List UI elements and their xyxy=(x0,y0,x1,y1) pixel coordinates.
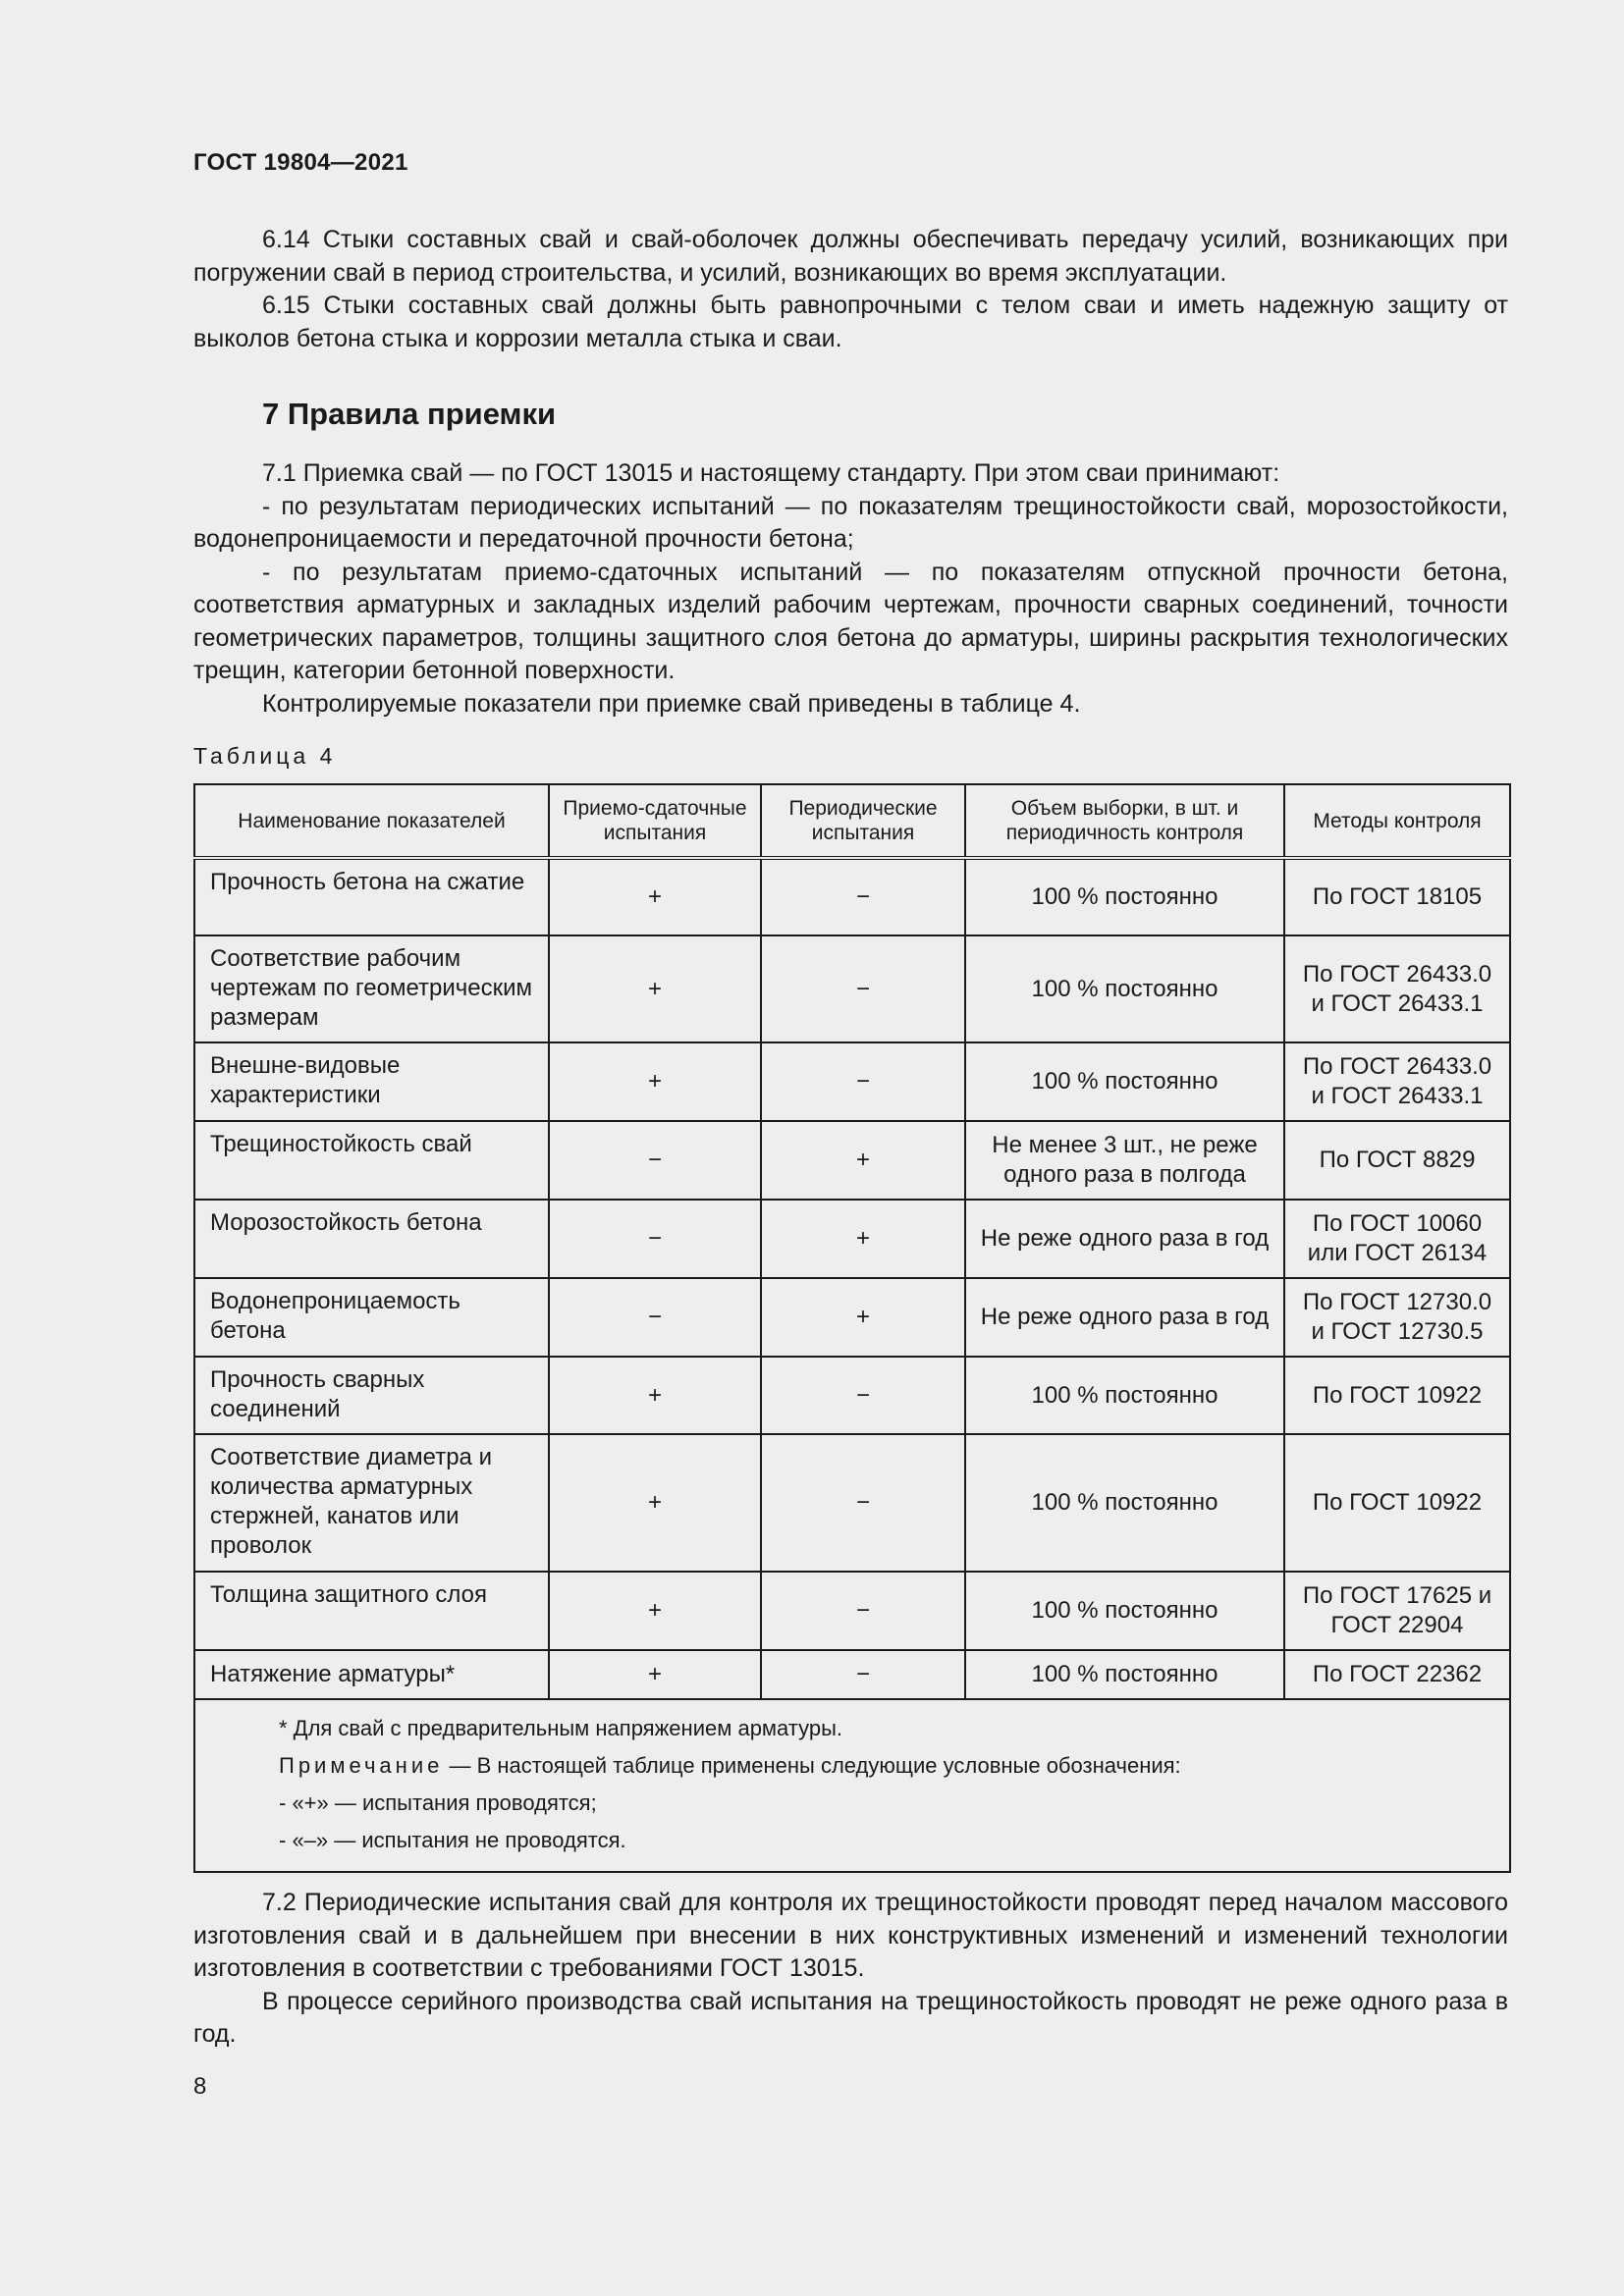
row-periodic-mark: − xyxy=(761,858,965,935)
clause-6-14: 6.14 Стыки составных свай и свай-оболочек должны обеспечивать передачу усилий, возникающих при погружении свай в период строительства, и усилий, возникающих во время эксплуатации. xyxy=(193,226,1508,287)
row-periodic-mark: − xyxy=(761,1357,965,1434)
table-row xyxy=(194,935,1510,1042)
header-sample-size: Объем выборки, в шт. и периодичность контроля xyxy=(965,784,1284,858)
row-sample-size: 100 % постоянно xyxy=(965,1650,1284,1699)
row-sample-size: Не реже одного раза в год xyxy=(965,1278,1284,1357)
clause-6-15: 6.15 Стыки составных свай должны быть равнопрочными с телом сваи и иметь надежную защиту от выколов бетона стыка и коррозии металла стыка и сваи. xyxy=(193,292,1508,352)
clause-7-2: 7.2 Периодические испытания свай для контроля их трещиностойкости проводят перед началом массового изготовления свай и в дальнейшем при внесении в них конструктивных изменений и изменений технологии изготовления в соответствии с требованиями ГОСТ 13015. xyxy=(193,1889,1508,1982)
table-note xyxy=(279,1747,1497,1785)
table-notes xyxy=(194,1699,1510,1872)
row-acceptance-mark: + xyxy=(549,935,761,1042)
row-sample-size: 100 % постоянно xyxy=(965,1572,1284,1650)
row-periodic-mark: + xyxy=(761,1200,965,1278)
note-item-plus: - «+» — испытания проводятся; xyxy=(279,1790,597,1815)
clause-7-2-serial-production: В процессе серийного производства свай испытания на трещиностойкость проводят не реже одного раза в год. xyxy=(193,1987,1508,2048)
clause-7-1-section xyxy=(193,457,1508,721)
row-sample-size: Не менее 3 шт., не реже одного раза в полгода xyxy=(965,1121,1284,1200)
row-sample-size: Не реже одного раза в год xyxy=(965,1200,1284,1278)
table-header-row xyxy=(194,784,1510,858)
table-row xyxy=(194,1278,1510,1357)
row-indicator-name: Соответствие рабочим чертежам по геометрическим размерам xyxy=(194,935,549,1042)
row-control-method: По ГОСТ 26433.0 и ГОСТ 26433.1 xyxy=(1284,1042,1510,1121)
row-acceptance-mark: + xyxy=(549,1357,761,1434)
row-periodic-mark: − xyxy=(761,1650,965,1699)
row-sample-size: 100 % постоянно xyxy=(965,935,1284,1042)
row-indicator-name: Трещиностойкость свай xyxy=(194,1121,549,1200)
table-notes-row xyxy=(194,1699,1510,1872)
table-row xyxy=(194,1121,1510,1200)
row-periodic-mark: − xyxy=(761,1434,965,1572)
clause-7-2-section xyxy=(193,1887,1508,2052)
clause-7-1-table-reference: Контролируемые показатели при приемке свай приведены в таблице 4. xyxy=(262,689,1081,718)
row-control-method: По ГОСТ 17625 и ГОСТ 22904 xyxy=(1284,1572,1510,1650)
header-acceptance-tests: Приемо-сдаточные испытания xyxy=(549,784,761,858)
table-row xyxy=(194,1357,1510,1434)
row-periodic-mark: − xyxy=(761,1572,965,1650)
row-periodic-mark: − xyxy=(761,935,965,1042)
section-title: 7 Правила приемки xyxy=(262,397,557,431)
row-periodic-mark: + xyxy=(761,1121,965,1200)
row-control-method: По ГОСТ 12730.0 и ГОСТ 12730.5 xyxy=(1284,1278,1510,1357)
table-caption: Таблица 4 xyxy=(193,743,337,769)
row-control-method: По ГОСТ 22362 xyxy=(1284,1650,1510,1699)
table-row xyxy=(194,1042,1510,1121)
row-sample-size: 100 % постоянно xyxy=(965,1434,1284,1572)
row-acceptance-mark: + xyxy=(549,1434,761,1572)
row-control-method: По ГОСТ 10922 xyxy=(1284,1434,1510,1572)
row-indicator-name: Морозостойкость бетона xyxy=(194,1200,549,1278)
row-control-method: По ГОСТ 10922 xyxy=(1284,1357,1510,1434)
row-sample-size: 100 % постоянно xyxy=(965,1357,1284,1434)
table-row xyxy=(194,858,1510,935)
row-periodic-mark: + xyxy=(761,1278,965,1357)
row-acceptance-mark: − xyxy=(549,1121,761,1200)
row-control-method: По ГОСТ 18105 xyxy=(1284,858,1510,935)
page-number: 8 xyxy=(193,2073,207,2100)
table-row xyxy=(194,1572,1510,1650)
row-acceptance-mark: + xyxy=(549,1042,761,1121)
row-control-method: По ГОСТ 10060 или ГОСТ 26134 xyxy=(1284,1200,1510,1278)
row-control-method: По ГОСТ 8829 xyxy=(1284,1121,1510,1200)
table-row xyxy=(194,1650,1510,1699)
header-indicator-name: Наименование показателей xyxy=(194,784,549,858)
note-text: — В настоящей таблице применены следующие условные обозначения: xyxy=(443,1753,1181,1778)
row-indicator-name: Толщина защитного слоя xyxy=(194,1572,549,1650)
acceptance-table xyxy=(193,783,1511,1873)
table-4 xyxy=(193,783,1509,1873)
row-indicator-name: Прочность сварных соединений xyxy=(194,1357,549,1434)
table-row xyxy=(194,1434,1510,1572)
table-footnote: * Для свай с предварительным напряжением арматуры. xyxy=(279,1716,843,1740)
header-control-methods: Методы контроля xyxy=(1284,784,1510,858)
clause-7-1-item-periodic: - по результатам периодических испытаний — по показателям трещиностойкости свай, морозостойкости, водонепроницаемости и передаточной прочности бетона; xyxy=(193,492,1508,553)
row-acceptance-mark: + xyxy=(549,1572,761,1650)
row-acceptance-mark: − xyxy=(549,1200,761,1278)
row-acceptance-mark: − xyxy=(549,1278,761,1357)
row-indicator-name: Прочность бетона на сжатие xyxy=(194,858,549,935)
row-sample-size: 100 % постоянно xyxy=(965,858,1284,935)
header-periodic-tests: Периодические испытания xyxy=(761,784,965,858)
row-indicator-name: Соответствие диаметра и количества арматурных стержней, канатов или проволок xyxy=(194,1434,549,1572)
document-code-header: ГОСТ 19804—2021 xyxy=(193,149,408,176)
clause-7-1: 7.1 Приемка свай — по ГОСТ 13015 и настоящему стандарту. При этом сваи принимают: xyxy=(262,459,1280,487)
note-item-minus: - «–» — испытания не проводятся. xyxy=(279,1828,626,1852)
clause-7-1-item-acceptance: - по результатам приемо-сдаточных испытаний — по показателям отпускной прочности бетона, соответствия арматурных и закладных изделий рабочим чертежам, прочности сварных соединений, точности геометрических параметров, толщины защитного слоя бетона до арматуры, ширины раскрытия технологических трещин, категории бетонной поверхности. xyxy=(193,558,1508,684)
row-control-method: По ГОСТ 26433.0 и ГОСТ 26433.1 xyxy=(1284,935,1510,1042)
row-indicator-name: Водонепроницаемость бетона xyxy=(194,1278,549,1357)
table-row xyxy=(194,1200,1510,1278)
row-indicator-name: Натяжение арматуры* xyxy=(194,1650,549,1699)
row-acceptance-mark: + xyxy=(549,858,761,935)
row-indicator-name: Внешне-видовые характеристики xyxy=(194,1042,549,1121)
clauses-6-section xyxy=(193,224,1508,355)
note-label: Примечание xyxy=(279,1753,444,1778)
row-periodic-mark: − xyxy=(761,1042,965,1121)
row-acceptance-mark: + xyxy=(549,1650,761,1699)
row-sample-size: 100 % постоянно xyxy=(965,1042,1284,1121)
